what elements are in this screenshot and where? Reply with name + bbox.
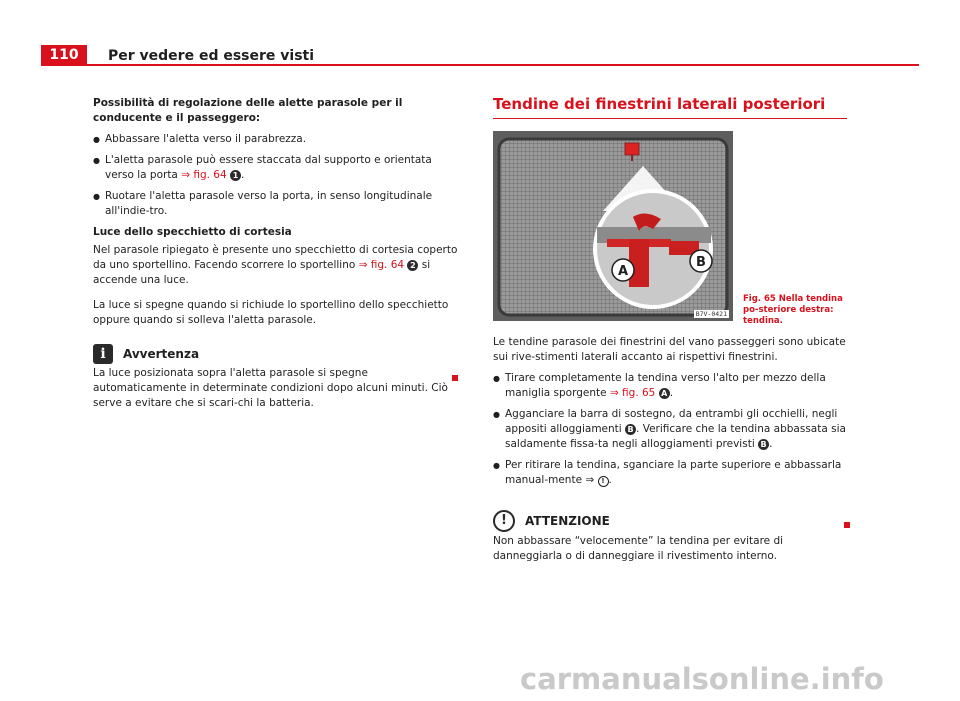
mirror-paragraph-2: La luce si spegne quando si richiude lo sportellino dello specchietto oppure quando si solleva l'aletta parasole. (93, 299, 449, 326)
figure-link[interactable]: ⇒ fig. 65 (609, 387, 656, 399)
note-header (93, 344, 463, 364)
callout-marker: 2 (407, 260, 418, 271)
sunblind-illustration (493, 131, 733, 321)
info-icon: i (93, 344, 113, 364)
bullet-item (93, 132, 463, 147)
section-end-marker (452, 375, 458, 381)
bullet-text-end: . (241, 169, 245, 181)
note-title: Avvertenza (123, 347, 200, 361)
bullet-text-end: . (769, 438, 773, 450)
bullet-item (493, 371, 853, 401)
section-title: Tendine dei finestrini laterali posteriori (493, 95, 826, 113)
mirror-heading: Luce dello specchietto di cortesia (93, 226, 292, 238)
callout-marker: 1 (230, 170, 241, 181)
bullet-text: L'aletta parasole può essere staccata dal supporto e orientata verso la porta (105, 154, 432, 181)
figure-block (493, 131, 853, 329)
page-header-title: Per vedere ed essere visti (108, 48, 315, 64)
bullet-text-end: . (669, 387, 674, 399)
warning-header (493, 510, 853, 532)
intro-paragraph: Le tendine parasole dei finestrini del vano passeggeri sono ubicate sui rive-stimenti laterali accanto ai rispettivi finestrini. (493, 336, 846, 363)
bullet-text: . Verificare che la tendina abbassata sia saldamente fissa-ta negli alloggiamenti previsti (505, 423, 846, 450)
bullet-text: Tirare completamente la tendina verso l'alto per mezzo della maniglia sporgente (505, 372, 826, 399)
bullet-text: Abbassare l'aletta verso il parabrezza. (105, 133, 307, 145)
bullet-text-end: . (608, 474, 612, 486)
warning-text: Non abbassare “velocemente” la tendina per evitare di danneggiarla o di danneggiare il rivestimento interno. (493, 535, 784, 562)
page-number: 110 (41, 45, 87, 65)
callout-marker: B (758, 439, 769, 450)
figure-link[interactable]: ⇒ fig. 64 (181, 169, 227, 181)
figure-code: B7V-0421 (695, 310, 727, 318)
watermark: carmanualsonline.info (520, 662, 884, 696)
bullet-item (93, 153, 463, 183)
figure-image (493, 131, 733, 321)
bullet-text: Ruotare l'aletta parasole verso la porta, in senso longitudinale all'indie-tro. (105, 190, 433, 217)
figure-link[interactable]: ⇒ fig. 64 (358, 259, 405, 271)
bullet-item (493, 458, 853, 488)
bullet-item (493, 407, 853, 452)
figure-label-a: A (617, 264, 629, 279)
note-text: La luce posizionata sopra l'aletta parasole si spegne automaticamente in determinate condizioni dopo alcuni minuti. Ciò serve a evitare che si scari-chi la batteria. (93, 367, 448, 409)
intro-heading: Possibilità di regolazione delle alette parasole per il conducente e il passeggero: (93, 97, 403, 124)
warning-title: ATTENZIONE (525, 514, 610, 528)
section-rule (493, 118, 847, 119)
callout-marker: B (625, 424, 636, 435)
paragraph-text: Nel parasole ripiegato è presente uno specchietto di cortesia coperto da uno sportellino. Facendo scorrere lo sportellino (93, 244, 458, 271)
right-column (493, 96, 853, 570)
left-column (93, 96, 463, 417)
bullet-text: Per ritirare la tendina, sganciare la parte superiore e abbassarla manual-mente ⇒ (505, 459, 842, 486)
bullet-text: Agganciare la barra di sostegno, da entrambi gli occhielli, negli appositi alloggiamenti (505, 408, 838, 435)
warning-ref-icon[interactable]: ! (598, 476, 609, 487)
figure-caption: Fig. 65 Nella tendina po-steriore destra: tendina. (743, 294, 843, 326)
section-end-marker (844, 522, 850, 528)
warning-icon: ! (493, 510, 515, 532)
bullet-item (93, 189, 463, 219)
mirror-paragraph (93, 243, 463, 288)
header-rule (41, 64, 919, 66)
figure-label-b: B (696, 255, 706, 270)
paragraph-text-end: si accende una luce. (93, 259, 431, 286)
callout-marker: A (659, 388, 670, 399)
